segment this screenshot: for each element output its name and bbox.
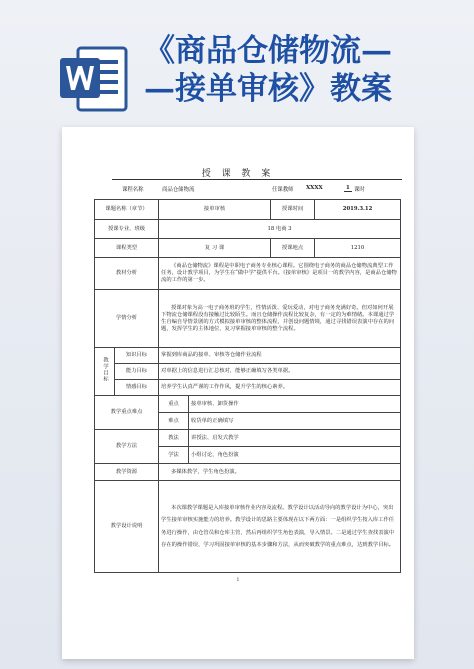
location-label: 授课地点	[271, 239, 315, 258]
difficult-value: 收货单的正确填写	[189, 413, 401, 430]
word-document-icon	[58, 44, 130, 114]
table-row	[95, 348, 401, 364]
type-value: 复 习 课	[159, 239, 271, 258]
table-row	[95, 464, 401, 481]
teacher-value: XXXX	[306, 185, 323, 191]
resources-label: 教学资源	[95, 464, 159, 481]
hours-unit: 课时	[354, 187, 365, 193]
header-title-line-2: —接单审核》教案	[144, 71, 392, 107]
hours-value: 1	[346, 185, 350, 191]
table-row	[95, 290, 401, 348]
table-row	[95, 200, 401, 220]
title-divider	[112, 179, 402, 180]
table-row	[95, 380, 401, 396]
header-title-line-1: 《商品仓储物流—	[144, 33, 392, 69]
class-label: 授课专业、班级	[95, 220, 159, 239]
type-label: 课程类型	[95, 239, 159, 258]
keypoints-label: 教学重点难点	[95, 396, 159, 430]
material-label: 教材分析	[95, 258, 159, 290]
table-row	[95, 258, 401, 290]
table-row	[95, 364, 401, 380]
teach-method-value: 讲授法、启发式教学	[189, 430, 401, 447]
class-value: 18 电商 3	[159, 220, 401, 239]
document-title: 授 课 教 案	[201, 169, 275, 179]
table-row	[95, 239, 401, 258]
course-name-value: 商品仓储物流	[162, 187, 195, 193]
page-number: 1	[236, 577, 240, 583]
emotion-value: 培养学生认真严谨的工作作风，提升学生的核心素养。	[159, 380, 401, 396]
learner-value: 授课对象为高一电子商务班的学生，性情活泼、爱玩爱动，对电子商务充满好奇。但对如何开展下物流仓储课程没有接触过比较陌生。而且仓储操作流程比较复杂，有一定的为难情绪。本课通过学生自编自导情景剧的方式模拟接单审核的整体流程，并创设问题情境，通过寻找错误表演中存在的问题，发挥学生的主体地位，复习掌握接单审核的整个流程。	[159, 290, 401, 348]
topic-value: 接单审核	[159, 200, 271, 220]
lesson-plan-table	[94, 199, 401, 573]
table-row	[95, 396, 401, 413]
table-row	[95, 220, 401, 239]
emotion-label: 情感目标	[115, 380, 159, 396]
material-value: 《商品仓储物流》课程是中职电子商务专业核心课程。它围绕电子商务的商品仓储物流典型工作任务，设计教学项目，为学生在“做中学”提供平台。《接单审核》是项目一的教学内容，是商品仓储物流的工作的第一步。	[159, 258, 401, 290]
ability-value: 对单据上的信息进行汇总核对，能够正确填写各类单据。	[159, 364, 401, 380]
key-value: 接单审核、卸货操作	[189, 396, 401, 413]
learn-method-label: 学法	[159, 447, 189, 464]
teach-method-label: 教法	[159, 430, 189, 447]
teacher-label: 任课教师	[272, 187, 294, 193]
table-row	[95, 430, 401, 447]
learner-label: 学情分析	[95, 290, 159, 348]
page-header-title	[144, 32, 464, 108]
design-value: 本次课教学课题是入库接单审核作业内容及流程。教学设计以活动导向的教学设计为中心，突出学生接单审核实施能力的培养。教学设计的思路主要体现在以下两方面：一是组织学生按入库工作任务进行操作，由仓管员和仓库主管，然后再组织学生角色表演，导入情景。二是通过学生查找表演中存在的操作错误，学习巩固接单审核的基本步骤和方法，从而突破教学的重点难点，达到教学目标。	[159, 481, 401, 573]
learn-method-value: 小组讨论，角色扮演	[189, 447, 401, 464]
ability-label: 能力目标	[115, 364, 159, 380]
design-label: 教学设计说明	[95, 481, 159, 573]
methods-label: 教学方法	[95, 430, 159, 464]
key-label: 重点	[159, 396, 189, 413]
knowledge-label: 知识目标	[115, 348, 159, 364]
resources-value: 多媒体教学，学生角色扮演。	[159, 464, 401, 481]
topic-label: 课题名称（章节）	[95, 200, 159, 220]
table-row	[95, 481, 401, 573]
time-label: 授课时间	[271, 200, 315, 220]
knowledge-value: 掌握到库商品的接单、审核等仓储作业流程	[159, 348, 401, 364]
course-name-label: 课程名称	[122, 187, 144, 193]
time-value: 2019.3.12	[315, 200, 401, 220]
document-page	[62, 127, 414, 659]
location-value: 1210	[315, 239, 401, 258]
goals-label: 教学目标	[102, 357, 108, 383]
difficult-label: 难点	[159, 413, 189, 430]
